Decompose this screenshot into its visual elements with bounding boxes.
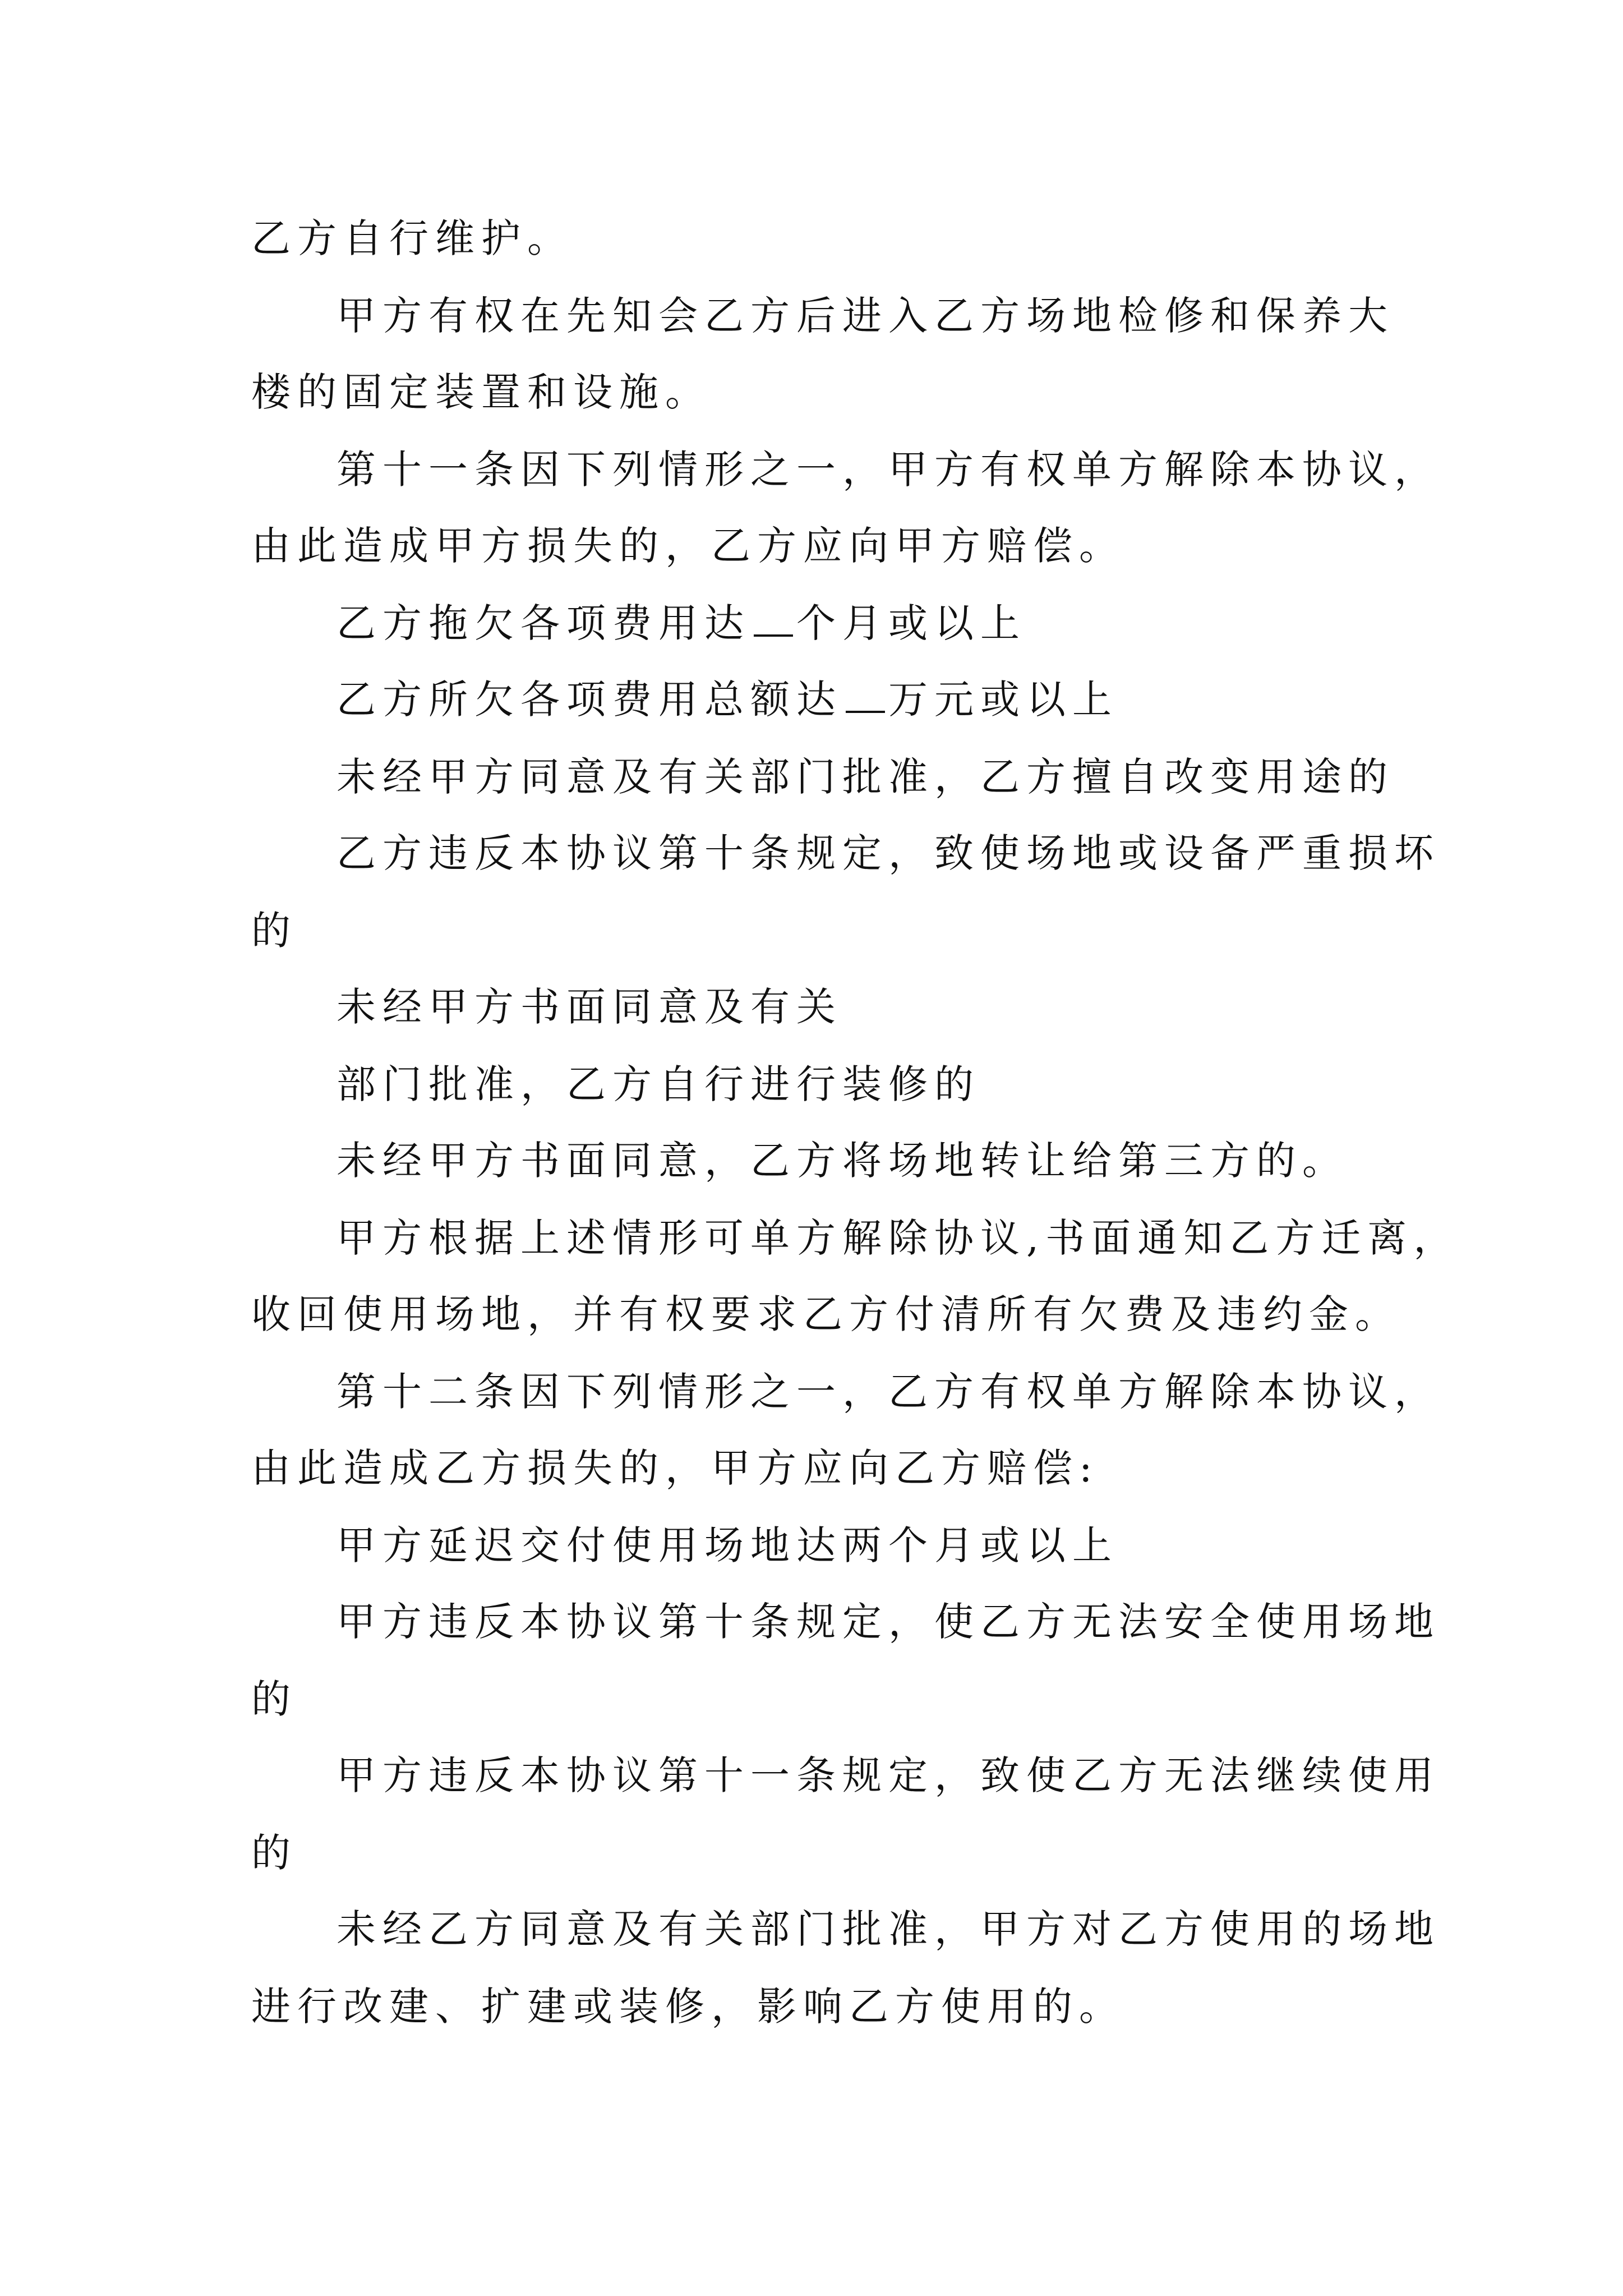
text-line: 乙方自行维护。 (251, 215, 573, 261)
text-line-with-blank (336, 598, 1026, 648)
text-line: 由此造成乙方损失的，甲方应向乙方赔偿: (251, 1445, 1099, 1491)
text-segment: 个月或以上 (796, 600, 1026, 646)
fill-in-blank (754, 600, 793, 637)
text-line: 由此造成甲方损失的，乙方应向甲方赔偿。 (251, 523, 1125, 569)
text-line: 乙方违反本协议第十条规定，致使场地或设备严重损坏 (336, 830, 1440, 876)
text-segment: 乙方所欠各项费用总额达 (336, 677, 842, 723)
text-line: 未经甲方书面同意，乙方将场地转让给第三方的。 (336, 1138, 1348, 1184)
text-line: 收回使用场地，并有权要求乙方付清所有欠费及违约金。 (251, 1291, 1401, 1337)
text-line: 未经甲方同意及有关部门批准，乙方擅自改变用途的 (336, 754, 1394, 800)
text-line-with-blank (336, 674, 1118, 725)
text-line: 部门批准，乙方自行进行装修的 (336, 1061, 980, 1107)
fill-in-blank (846, 676, 885, 713)
text-line: 第十一条因下列情形之一，甲方有权单方解除本协议， (336, 447, 1440, 493)
text-line: 进行改建、扩建或装修，影响乙方使用的。 (251, 1984, 1125, 2030)
text-line: 第十二条因下列情形之一，乙方有权单方解除本协议， (336, 1369, 1440, 1415)
text-line: 的 (251, 908, 297, 954)
text-line: 甲方有权在先知会乙方后进入乙方场地检修和保养大 (336, 293, 1394, 339)
text-line: 未经乙方同意及有关部门批准，甲方对乙方使用的场地 (336, 1906, 1440, 1952)
text-line: 甲方违反本协议第十条规定，使乙方无法安全使用场地 (336, 1599, 1440, 1645)
text-line: 楼的固定装置和设施。 (251, 369, 711, 415)
text-line: 甲方延迟交付使用场地达两个月或以上 (336, 1522, 1118, 1568)
text-segment: 乙方拖欠各项费用达 (336, 600, 750, 646)
text-line: 的 (251, 1676, 297, 1722)
text-segment: 万元或以上 (888, 677, 1118, 723)
text-line: 甲方根据上述情形可单方解除协议,书面通知乙方迁离， (336, 1215, 1460, 1261)
text-line: 的 (251, 1830, 297, 1876)
text-line: 甲方违反本协议第十一条规定，致使乙方无法继续使用 (336, 1752, 1440, 1798)
text-line: 未经甲方书面同意及有关 (336, 984, 842, 1030)
